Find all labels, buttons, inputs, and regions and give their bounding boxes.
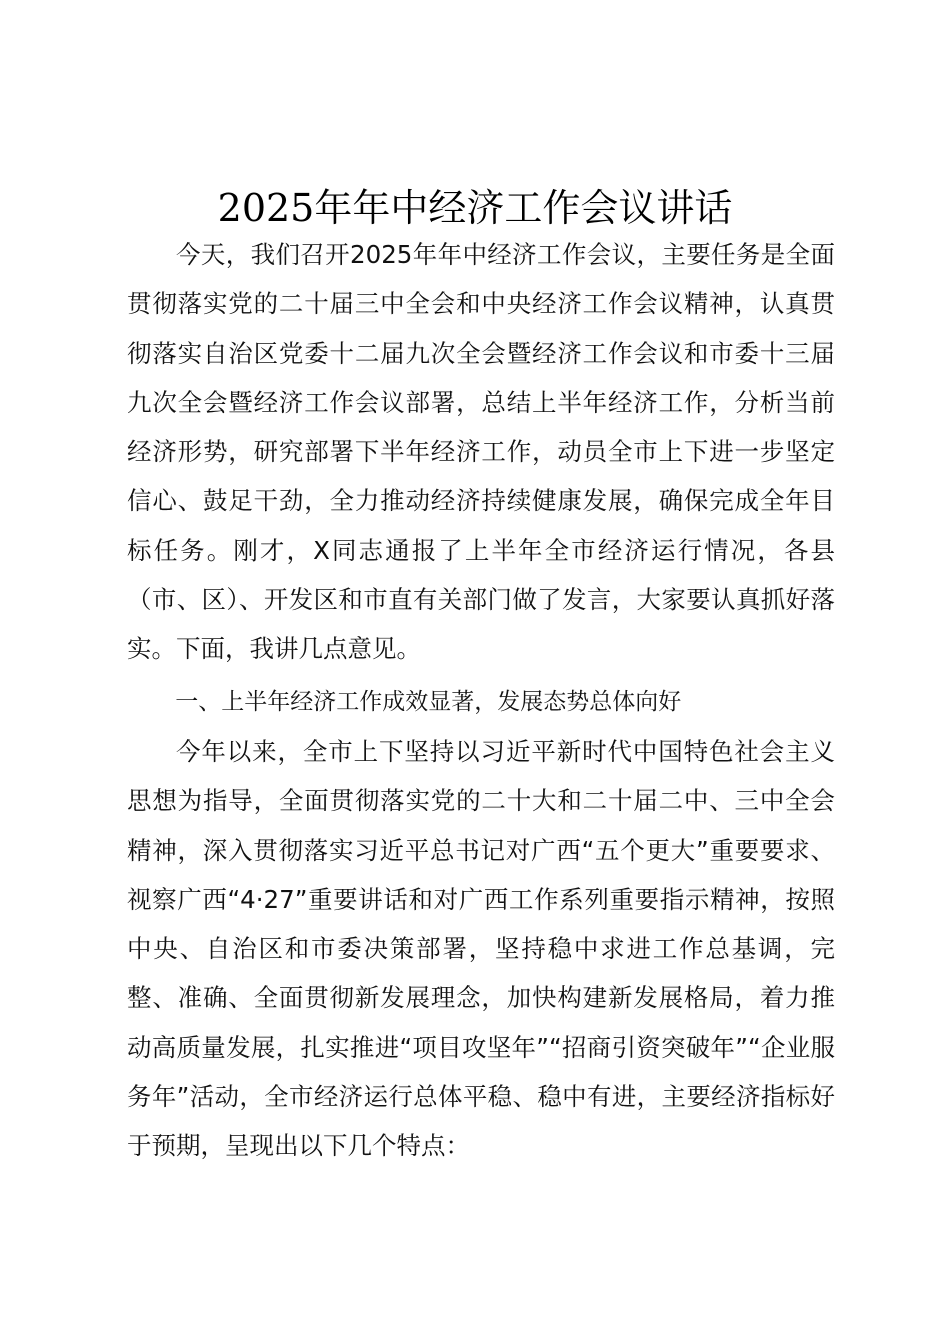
intro-paragraph: 今天，我们召开2025年年中经济工作会议，主要任务是全面贯彻落实党的二十届三中全会和中央经济工作会议精神，认真贯彻落实自治区党委十二届九次全会暨经济工作会议和市委十三届九次全会暨经济工作会议部署，总结上半年经济工作，分析当前经济形势，研究部署下半年经济工作，动员全市上下进一步坚定信心、鼓足干劲，全力推动经济持续健康发展，确保完成全年目标任务。刚才，X同志通报了上半年全市经济运行情况，各县（市、区）、开发区和市直有关部门做了发言，大家要认真抓好落实。下面，我讲几点意见。 [127,240,835,664]
section-heading-1: 一、上半年经济工作成效显著，发展态势总体向好 [175,689,682,715]
document-title: 2025年年中经济工作会议讲话 [217,186,733,230]
section-1-paragraph: 今年以来，全市上下坚持以习近平新时代中国特色社会主义思想为指导，全面贯彻落实党的二十大和二十届二中、三中全会精神，深入贯彻落实习近平总书记对广西“五个更大”重要要求、视察广西“4·27”重要讲话和对广西工作系列重要指示精神，按照中央、自治区和市委决策部署，坚持稳中求进工作总基调，完整、准确、全面贯彻新发展理念，加快构建新发展格局，着力推动高质量发展，扎实推进“项目攻坚年”“招商引资突破年”“企业服务年”活动，全市经济运行总体平稳、稳中有进，主要经济指标好于预期，呈现出以下几个特点： [127,737,835,1161]
